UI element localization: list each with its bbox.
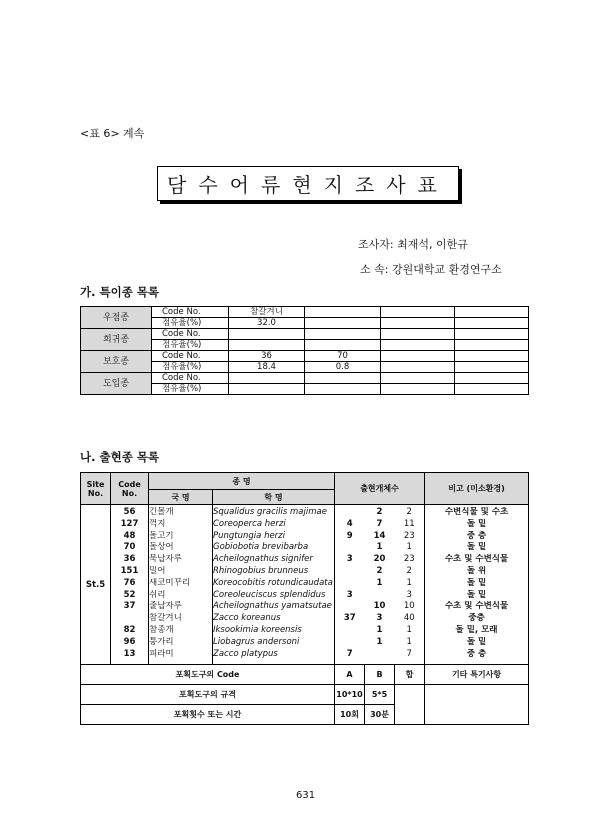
group-label: 우점종 bbox=[81, 307, 152, 329]
scientific-name-cell: Coreoperca herzi bbox=[213, 518, 286, 529]
count-b-cell: 1 bbox=[376, 636, 383, 647]
count-total-cell: 23 bbox=[403, 554, 415, 565]
share-cell bbox=[455, 384, 529, 395]
code-no-label: Code No. bbox=[152, 351, 229, 362]
share-cell bbox=[305, 318, 381, 329]
korean-name-cell: 줄납자루 bbox=[149, 601, 182, 612]
scientific-name-cell: Koreocobitis rotundicaudata bbox=[213, 577, 333, 588]
code-cell: 151 bbox=[120, 565, 139, 576]
code-cell bbox=[381, 329, 455, 340]
count-total-cell: 2 bbox=[406, 565, 412, 576]
share-cell bbox=[381, 318, 455, 329]
effort-label: 포획횟수 또는 시간 bbox=[81, 705, 335, 725]
count-total-cell: 1 bbox=[406, 577, 412, 588]
count-a-cell: 3 bbox=[346, 589, 353, 600]
gear-code-label: 포획도구의 Code bbox=[81, 665, 335, 685]
scientific-name-column bbox=[213, 505, 335, 665]
effort-a: 10회 bbox=[335, 705, 365, 725]
count-a-cell: 7 bbox=[346, 648, 353, 659]
count-b-cell: 2 bbox=[376, 565, 383, 576]
count-a-cell: 37 bbox=[343, 613, 356, 624]
share-label: 점유율(%) bbox=[152, 340, 229, 351]
count-b-cell: 1 bbox=[376, 624, 383, 635]
remark-cell: 돌 위 bbox=[466, 565, 487, 576]
remark-cell: 돌 밑 bbox=[466, 518, 487, 529]
code-cell bbox=[455, 351, 529, 362]
count-b-cell: 10 bbox=[373, 601, 386, 612]
share-cell bbox=[381, 340, 455, 351]
table-caption: <표 6> 계속 bbox=[80, 127, 145, 140]
korean-name-cell: 쉬리 bbox=[149, 589, 166, 600]
count-a-cell bbox=[335, 637, 365, 649]
remark-cell: 수초 및 수변식물 bbox=[444, 601, 509, 612]
remark-cell: 돌 밑, 모래 bbox=[455, 624, 498, 635]
remark-column bbox=[425, 505, 529, 665]
code-header: Code No. bbox=[111, 473, 149, 505]
count-b-cell: 2 bbox=[376, 507, 383, 517]
share-cell bbox=[381, 362, 455, 373]
korean-name-column bbox=[149, 505, 213, 665]
section-a-heading: 가. 특이종 목록 bbox=[80, 285, 160, 299]
code-cell bbox=[455, 307, 529, 318]
scientific-name-cell: Acheilognathus yamatsutae bbox=[213, 601, 332, 612]
count-total-cell: 3 bbox=[406, 589, 412, 600]
share-cell bbox=[455, 362, 529, 373]
count-a-cell: 9 bbox=[346, 530, 353, 541]
code-cell: 36 bbox=[229, 351, 305, 362]
scientific-name-header: 학 명 bbox=[213, 490, 335, 505]
count-a-cell: 4 bbox=[346, 518, 353, 529]
count-b-column bbox=[365, 505, 395, 665]
scientific-name-cell: Gobiobotia brevibarba bbox=[213, 542, 309, 553]
code-no-label: Code No. bbox=[152, 329, 229, 340]
remark-cell: 돌 밑 bbox=[466, 589, 487, 600]
count-a-cell bbox=[335, 566, 365, 578]
count-b-cell: 14 bbox=[373, 530, 386, 541]
surveyor-line: 조사자: 최재석, 이한규 bbox=[358, 238, 468, 251]
remark-cell: 중 층 bbox=[466, 530, 487, 541]
code-cell bbox=[455, 373, 529, 384]
page-title: 담수어류현지조사표 bbox=[157, 166, 459, 201]
code-cell: 48 bbox=[123, 530, 136, 541]
scientific-name-cell: Pungtungia herzi bbox=[213, 530, 286, 541]
site-header: Site No. bbox=[81, 473, 111, 505]
species-list-table bbox=[80, 472, 529, 725]
share-cell bbox=[229, 340, 305, 351]
share-cell bbox=[305, 340, 381, 351]
code-no-label: Code No. bbox=[152, 373, 229, 384]
code-cell bbox=[111, 613, 148, 625]
korean-name-cell: 긴몰개 bbox=[149, 507, 174, 517]
share-label: 점유율(%) bbox=[152, 362, 229, 373]
count-total-cell: 10 bbox=[403, 601, 415, 612]
remark-cell: 중 층 bbox=[466, 648, 487, 659]
effort-b: 30분 bbox=[365, 705, 395, 725]
code-cell bbox=[381, 351, 455, 362]
scientific-name-cell: Zacco koreanus bbox=[213, 613, 281, 624]
gear-spec-label: 포획도구의 규격 bbox=[81, 685, 335, 705]
count-a-cell bbox=[335, 625, 365, 637]
share-cell bbox=[455, 340, 529, 351]
korean-name-header: 국 명 bbox=[149, 490, 213, 505]
share-cell: 18.4 bbox=[229, 362, 305, 373]
special-species-table bbox=[80, 306, 529, 395]
korean-name-cell: 밀어 bbox=[149, 565, 166, 576]
other-notes-label: 기타 특기사항 bbox=[425, 665, 529, 685]
share-cell: 32.0 bbox=[229, 318, 305, 329]
code-cell: 13 bbox=[123, 648, 136, 659]
code-cell bbox=[229, 373, 305, 384]
code-cell bbox=[305, 329, 381, 340]
count-total-cell: 1 bbox=[406, 636, 412, 647]
code-cell bbox=[381, 373, 455, 384]
code-column bbox=[111, 505, 149, 665]
count-total-cell: 23 bbox=[403, 530, 415, 541]
code-cell: 참갈겨니 bbox=[229, 307, 305, 318]
scientific-name-cell: Acheilognathus signifer bbox=[213, 554, 313, 565]
share-cell bbox=[229, 384, 305, 395]
scientific-name-cell: Coreoleuciscus splendidus bbox=[213, 589, 326, 600]
count-total-cell: 1 bbox=[406, 542, 412, 553]
remark-cell: 수변식물 및 수초 bbox=[444, 507, 509, 517]
share-cell bbox=[305, 384, 381, 395]
code-cell bbox=[381, 307, 455, 318]
korean-name-cell: 돌고기 bbox=[149, 530, 174, 541]
count-b-cell bbox=[365, 649, 395, 661]
remark-cell: 돌 밑 bbox=[466, 542, 487, 553]
count-a-cell bbox=[335, 578, 365, 590]
code-no-label: Code No. bbox=[152, 307, 229, 318]
korean-name-cell: 참종개 bbox=[149, 624, 174, 635]
code-cell: 70 bbox=[123, 542, 136, 553]
remark-cell: 돌 밑 bbox=[466, 636, 487, 647]
remark-cell: 수초 및 수변식물 bbox=[444, 554, 509, 565]
other-notes-cell bbox=[425, 685, 529, 725]
code-cell: 52 bbox=[123, 589, 136, 600]
korean-name-cell: 퉁가리 bbox=[149, 636, 174, 647]
gear-code-sum: 합 bbox=[395, 665, 425, 685]
count-header: 출현개체수 bbox=[335, 473, 425, 505]
share-cell: 0.8 bbox=[305, 362, 381, 373]
site-cell: St.5 bbox=[81, 505, 111, 665]
share-cell bbox=[455, 318, 529, 329]
count-b-cell: 7 bbox=[376, 518, 383, 529]
code-cell: 82 bbox=[123, 624, 136, 635]
gear-code-a: A bbox=[335, 665, 365, 685]
gear-code-b: B bbox=[365, 665, 395, 685]
count-b-cell: 3 bbox=[376, 613, 383, 624]
korean-name-cell: 묵납자루 bbox=[149, 554, 182, 565]
gear-spec-blank bbox=[395, 685, 425, 725]
code-cell: 36 bbox=[123, 554, 136, 565]
remark-header: 비고 (미소환경) bbox=[425, 473, 529, 505]
group-label: 희귀종 bbox=[81, 329, 152, 351]
code-cell bbox=[455, 329, 529, 340]
scientific-name-cell: Liobagrus andersoni bbox=[213, 636, 300, 647]
gear-spec-a: 10*10 bbox=[335, 685, 365, 705]
count-b-cell: 20 bbox=[373, 554, 386, 565]
code-cell bbox=[305, 307, 381, 318]
scientific-name-cell: Iksookimia koreensis bbox=[213, 624, 302, 635]
count-total-cell: 1 bbox=[406, 624, 412, 635]
count-a-cell bbox=[335, 601, 365, 613]
gear-spec-b: 5*5 bbox=[365, 685, 395, 705]
share-label: 점유율(%) bbox=[152, 318, 229, 329]
count-total-cell: 40 bbox=[403, 613, 415, 624]
share-label: 점유율(%) bbox=[152, 384, 229, 395]
count-b-cell: 1 bbox=[376, 577, 383, 588]
count-total-column bbox=[395, 505, 425, 665]
count-a-cell bbox=[335, 542, 365, 554]
species-header: 종 명 bbox=[149, 473, 335, 490]
code-cell bbox=[229, 329, 305, 340]
count-total-cell: 7 bbox=[406, 648, 412, 659]
count-b-cell bbox=[365, 590, 395, 602]
count-a-cell: 3 bbox=[346, 554, 353, 565]
count-total-cell: 11 bbox=[403, 518, 415, 529]
count-a-cell bbox=[335, 507, 365, 519]
scientific-name-cell: Zacco platypus bbox=[213, 648, 278, 659]
korean-name-cell: 참갈겨니 bbox=[149, 613, 182, 624]
korean-name-cell: 피라미 bbox=[149, 648, 174, 659]
group-label: 보호종 bbox=[81, 351, 152, 373]
korean-name-cell: 꺽지 bbox=[149, 518, 166, 529]
share-cell bbox=[381, 384, 455, 395]
code-cell bbox=[305, 373, 381, 384]
group-label: 도입종 bbox=[81, 373, 152, 395]
count-total-cell: 2 bbox=[406, 507, 412, 517]
code-cell: 37 bbox=[123, 601, 136, 612]
count-b-cell: 1 bbox=[376, 542, 383, 553]
korean-name-cell: 돌상어 bbox=[149, 542, 174, 553]
remark-cell: 돌 밑 bbox=[466, 577, 487, 588]
section-b-heading: 나. 출현종 목록 bbox=[80, 450, 160, 464]
remark-cell: 중층 bbox=[468, 613, 485, 624]
code-cell: 96 bbox=[123, 636, 136, 647]
code-cell: 127 bbox=[120, 518, 139, 529]
code-cell: 70 bbox=[305, 351, 381, 362]
scientific-name-cell: Rhinogobius brunneus bbox=[213, 565, 309, 576]
affiliation-line: 소 속: 강원대학교 환경연구소 bbox=[360, 263, 502, 276]
korean-name-cell: 새코미꾸리 bbox=[149, 577, 191, 588]
code-cell: 56 bbox=[123, 507, 136, 517]
count-a-column bbox=[335, 505, 365, 665]
page-number: 631 bbox=[296, 790, 316, 801]
code-cell: 76 bbox=[123, 577, 136, 588]
scientific-name-cell: Squalidus gracilis majimae bbox=[213, 507, 327, 517]
